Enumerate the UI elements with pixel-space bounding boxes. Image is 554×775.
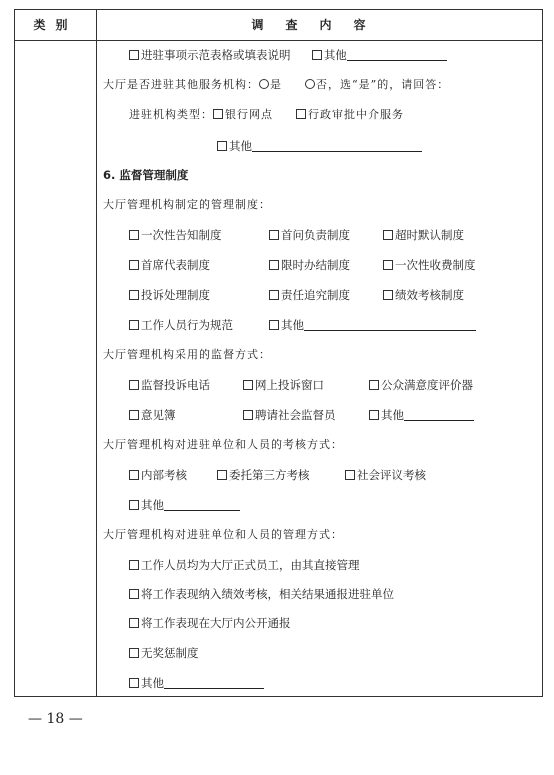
option-row — [129, 498, 240, 512]
fill-in-line[interactable] — [304, 319, 476, 331]
option-row — [129, 646, 199, 660]
checkbox[interactable] — [269, 290, 279, 300]
option-label: 行政审批中介服务 — [308, 108, 404, 121]
checkbox[interactable] — [129, 410, 139, 420]
option-label: 公众满意度评价器 — [381, 378, 473, 392]
option-label: 内部考核 — [141, 468, 187, 482]
column-divider — [96, 10, 97, 696]
field-label: 进驻机构类型： — [129, 108, 213, 121]
checkbox[interactable] — [243, 380, 253, 390]
option-row — [129, 587, 394, 601]
option-label: 工作人员行为规范 — [141, 318, 233, 332]
checkbox[interactable] — [129, 560, 139, 570]
checkbox[interactable] — [369, 380, 379, 390]
option-label: 一次性收费制度 — [395, 258, 476, 272]
option-label: 委托第三方考核 — [229, 468, 310, 482]
checkbox[interactable] — [129, 380, 139, 390]
option-label: 首席代表制度 — [141, 258, 210, 272]
question-text: 大厅是否进驻其他服务机构： — [103, 78, 259, 91]
fill-in-line[interactable] — [404, 409, 474, 421]
question-text: 大厅管理机构采用的监督方式： — [103, 348, 271, 361]
option-row — [129, 108, 404, 122]
option-label: 工作人员均为大厅正式员工，由其直接管理 — [141, 558, 360, 572]
checkbox[interactable] — [129, 589, 139, 599]
option-label: 其他 — [141, 676, 164, 690]
checkbox[interactable] — [296, 109, 306, 119]
option-label: 超时默认制度 — [395, 228, 464, 242]
option-label: 其他 — [229, 139, 252, 153]
option-label: 一次性告知制度 — [141, 228, 222, 242]
radio-label: 是 — [270, 78, 282, 91]
checkbox[interactable] — [129, 618, 139, 628]
fill-in-line[interactable] — [347, 49, 447, 61]
checkbox[interactable] — [383, 290, 393, 300]
radio-no[interactable] — [305, 79, 315, 89]
option-label: 网上投诉窗口 — [255, 378, 324, 392]
option-label: 社会评议考核 — [357, 468, 426, 482]
option-label: 绩效考核制度 — [395, 288, 464, 302]
checkbox[interactable] — [217, 470, 227, 480]
checkbox[interactable] — [129, 648, 139, 658]
checkbox[interactable] — [129, 50, 139, 60]
option-label: 进驻事项示范表格或填表说明 — [141, 48, 291, 62]
option-label: 聘请社会监督员 — [255, 408, 336, 422]
option-label: 投诉处理制度 — [141, 288, 210, 302]
fill-in-line[interactable] — [164, 499, 240, 511]
question-text: 大厅管理机构对进驻单位和人员的考核方式： — [103, 438, 343, 451]
option-label: 监督投诉电话 — [141, 378, 210, 392]
radio-label: 否，选“是”的，请回答： — [316, 78, 450, 91]
section-title: 6. 监督管理制度 — [103, 168, 189, 182]
checkbox[interactable] — [129, 260, 139, 270]
checkbox[interactable] — [269, 230, 279, 240]
checkbox[interactable] — [217, 141, 227, 151]
checkbox[interactable] — [129, 230, 139, 240]
option-label: 首问负责制度 — [281, 228, 350, 242]
checkbox[interactable] — [369, 410, 379, 420]
option-row — [217, 139, 422, 153]
radio-yes[interactable] — [259, 79, 269, 89]
fill-in-line[interactable] — [252, 140, 422, 152]
question-text: 大厅管理机构制定的管理制度： — [103, 198, 271, 211]
question-text: 大厅管理机构对进驻单位和人员的管理方式： — [103, 528, 343, 541]
option-label: 银行网点 — [225, 108, 273, 121]
option-row — [129, 616, 291, 630]
checkbox[interactable] — [269, 320, 279, 330]
option-label: 其他 — [381, 408, 404, 422]
fill-in-line[interactable] — [164, 677, 264, 689]
option-label: 将工作表现在大厅内公开通报 — [141, 616, 291, 630]
survey-table — [14, 9, 543, 697]
option-label: 将工作表现纳入绩效考核，相关结果通报进驻单位 — [141, 587, 394, 601]
option-label: 无奖惩制度 — [141, 646, 199, 660]
checkbox[interactable] — [269, 260, 279, 270]
option-label: 责任追究制度 — [281, 288, 350, 302]
table-header — [15, 10, 542, 41]
checkbox[interactable] — [243, 410, 253, 420]
checkbox[interactable] — [383, 260, 393, 270]
checkbox[interactable] — [129, 290, 139, 300]
option-row — [129, 558, 360, 572]
option-label: 其他 — [281, 318, 304, 332]
option-row — [129, 676, 264, 690]
option-label: 限时办结制度 — [281, 258, 350, 272]
checkbox[interactable] — [129, 320, 139, 330]
checkbox[interactable] — [312, 50, 322, 60]
checkbox[interactable] — [213, 109, 223, 119]
option-label: 意见簿 — [141, 408, 176, 422]
option-label: 其他 — [141, 498, 164, 512]
checkbox[interactable] — [383, 230, 393, 240]
checkbox[interactable] — [345, 470, 355, 480]
header-category: 类别 — [33, 18, 78, 32]
checkbox[interactable] — [129, 678, 139, 688]
option-label: 其他 — [323, 48, 347, 62]
header-content: 调查内容 — [251, 18, 388, 32]
option-row — [129, 48, 447, 62]
checkbox[interactable] — [129, 470, 139, 480]
page-number: — 18 — — [28, 711, 83, 727]
question-row — [103, 78, 449, 92]
checkbox[interactable] — [129, 500, 139, 510]
